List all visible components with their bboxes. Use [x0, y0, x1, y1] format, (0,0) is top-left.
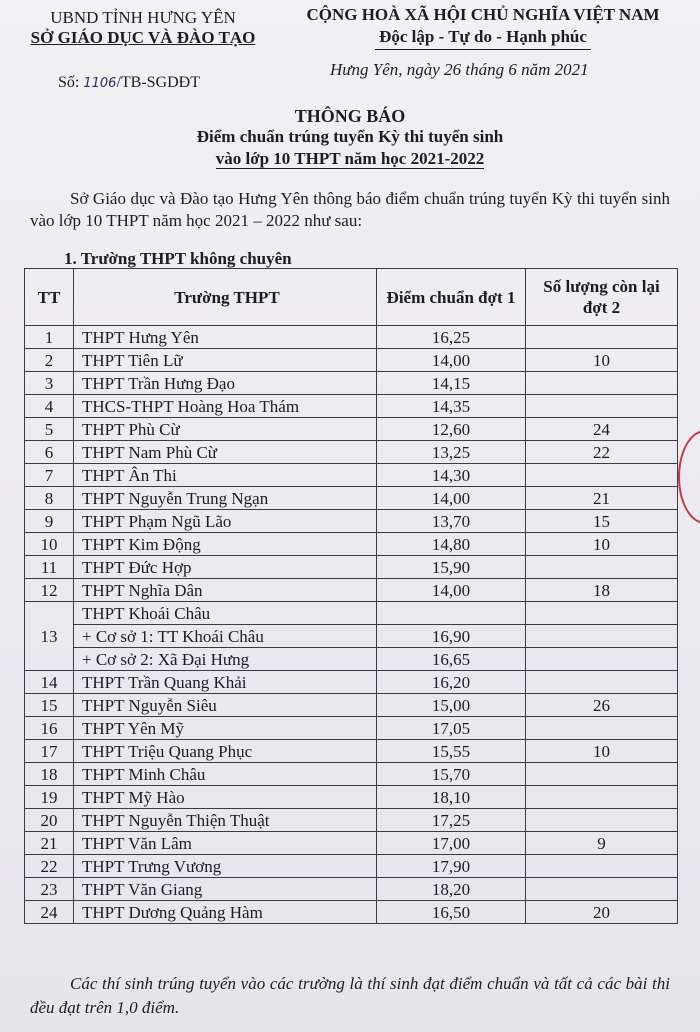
section-heading: 1. Trường THPT không chuyên — [64, 249, 292, 268]
cell-remaining: 26 — [526, 694, 678, 717]
cell-tt: 19 — [25, 786, 74, 809]
cell-remaining — [526, 372, 678, 395]
table-row — [25, 487, 678, 510]
table-row — [25, 349, 678, 372]
cell-school: + Cơ sở 1: TT Khoái Châu — [74, 625, 377, 648]
cell-school: THPT Phù Cừ — [74, 418, 377, 441]
table-row — [25, 809, 678, 832]
cell-score: 14,00 — [377, 579, 526, 602]
notice-subtitle-2 — [0, 149, 700, 169]
table-row — [25, 579, 678, 602]
cell-remaining — [526, 625, 678, 648]
cell-remaining — [526, 464, 678, 487]
table-row — [25, 556, 678, 579]
cell-remaining: 15 — [526, 510, 678, 533]
cell-school: THPT Mỹ Hào — [74, 786, 377, 809]
table-row — [25, 740, 678, 763]
doc-number-handwritten: 1106 — [83, 76, 117, 91]
cell-school: THPT Triệu Quang Phục — [74, 740, 377, 763]
cell-remaining: 21 — [526, 487, 678, 510]
table-row — [25, 441, 678, 464]
cell-tt: 13 — [25, 602, 74, 671]
header-remaining: Số lượng còn lại đợt 2 — [526, 269, 678, 326]
cell-school: THPT Văn Giang — [74, 878, 377, 901]
cell-score: 17,25 — [377, 809, 526, 832]
footer-note: Các thí sinh trúng tuyển vào các trường là thí sinh đạt điểm chuẩn và tất cả các bài thi đều đạt trên 1,0 điểm. — [30, 974, 670, 1017]
issue-date: Hưng Yên, ngày 26 tháng 6 năm 2021 — [330, 60, 589, 79]
table-row — [25, 625, 678, 648]
cell-remaining: 10 — [526, 349, 678, 372]
cell-remaining: 9 — [526, 832, 678, 855]
doc-number-prefix: Số: — [58, 74, 84, 91]
cell-tt: 10 — [25, 533, 74, 556]
cell-tt: 11 — [25, 556, 74, 579]
table-body-bottom — [25, 671, 678, 924]
cell-school: THPT Tiên Lữ — [74, 349, 377, 372]
cell-tt: 17 — [25, 740, 74, 763]
table-row — [25, 602, 678, 625]
cell-score: 14,30 — [377, 464, 526, 487]
cell-score: 13,70 — [377, 510, 526, 533]
cell-school: THPT Đức Hợp — [74, 556, 377, 579]
cell-tt: 1 — [25, 326, 74, 349]
cell-tt: 14 — [25, 671, 74, 694]
cell-score: 15,55 — [377, 740, 526, 763]
cell-remaining: 22 — [526, 441, 678, 464]
cell-remaining: 18 — [526, 579, 678, 602]
cell-school: THPT Yên Mỹ — [74, 717, 377, 740]
table-body-row13 — [25, 602, 678, 671]
cell-tt: 20 — [25, 809, 74, 832]
agency-line-2: SỞ GIÁO DỤC VÀ ĐÀO TẠO — [30, 28, 256, 47]
cell-school: THPT Nguyễn Siêu — [74, 694, 377, 717]
cell-remaining — [526, 556, 678, 579]
table-header-row — [25, 269, 678, 326]
cell-score: 16,90 — [377, 625, 526, 648]
table-row — [25, 786, 678, 809]
cell-school: THPT Nam Phù Cừ — [74, 441, 377, 464]
cell-school: THPT Phạm Ngũ Lão — [74, 510, 377, 533]
cell-school: THPT Văn Lâm — [74, 832, 377, 855]
cell-school: THPT Trần Quang Khải — [74, 671, 377, 694]
cell-remaining: 10 — [526, 533, 678, 556]
table-row — [25, 671, 678, 694]
cell-remaining: 20 — [526, 901, 678, 924]
cell-score: 16,65 — [377, 648, 526, 671]
cell-tt: 24 — [25, 901, 74, 924]
intro-paragraph: Sở Giáo dục và Đào tạo Hưng Yên thông báo điểm chuẩn trúng tuyển Kỳ thi tuyển sinh vào lớp 10 THPT năm học 2021 – 2022 như sau: — [30, 189, 670, 230]
table-row — [25, 832, 678, 855]
document-number — [58, 74, 200, 92]
cell-school: THPT Trưng Vương — [74, 855, 377, 878]
cell-remaining: 24 — [526, 418, 678, 441]
cell-score: 14,00 — [377, 349, 526, 372]
cell-score: 12,60 — [377, 418, 526, 441]
cell-school: THPT Nguyễn Trung Ngạn — [74, 487, 377, 510]
cell-score: 14,80 — [377, 533, 526, 556]
cell-tt: 12 — [25, 579, 74, 602]
cell-score — [377, 602, 526, 625]
cell-score: 15,90 — [377, 556, 526, 579]
cell-school: THPT Trần Hưng Đạo — [74, 372, 377, 395]
header-tt: TT — [25, 269, 74, 326]
table-row — [25, 901, 678, 924]
table-row — [25, 464, 678, 487]
cell-tt: 21 — [25, 832, 74, 855]
cell-score: 17,05 — [377, 717, 526, 740]
cell-score: 15,00 — [377, 694, 526, 717]
cell-school: THPT Minh Châu — [74, 763, 377, 786]
cell-tt: 3 — [25, 372, 74, 395]
table-row — [25, 533, 678, 556]
table-row — [25, 855, 678, 878]
cell-score: 16,25 — [377, 326, 526, 349]
table-row — [25, 878, 678, 901]
table-row — [25, 648, 678, 671]
cell-score: 13,25 — [377, 441, 526, 464]
cell-remaining — [526, 717, 678, 740]
country-name: CỘNG HOÀ XÃ HỘI CHỦ NGHĨA VIỆT NAM — [306, 5, 660, 24]
cell-remaining — [526, 326, 678, 349]
cell-score: 17,90 — [377, 855, 526, 878]
cell-school: THPT Dương Quảng Hàm — [74, 901, 377, 924]
cell-tt: 22 — [25, 855, 74, 878]
cell-school: THPT Nguyễn Thiện Thuật — [74, 809, 377, 832]
cell-tt: 2 — [25, 349, 74, 372]
national-header — [278, 4, 688, 50]
cell-school: THPT Khoái Châu — [74, 602, 377, 625]
agency-line-1: UBND TỈNH HƯNG YÊN — [50, 8, 236, 27]
table-row — [25, 717, 678, 740]
cell-school: THPT Ân Thi — [74, 464, 377, 487]
cell-remaining — [526, 648, 678, 671]
cell-tt: 9 — [25, 510, 74, 533]
cell-tt: 18 — [25, 763, 74, 786]
cell-score: 16,20 — [377, 671, 526, 694]
table-row — [25, 326, 678, 349]
cell-tt: 5 — [25, 418, 74, 441]
cell-school: THPT Hưng Yên — [74, 326, 377, 349]
cell-tt: 6 — [25, 441, 74, 464]
doc-number-suffix: /TB-SGDĐT — [116, 74, 200, 91]
table-row — [25, 372, 678, 395]
cell-score: 15,70 — [377, 763, 526, 786]
cell-score: 18,10 — [377, 786, 526, 809]
cell-score: 17,00 — [377, 832, 526, 855]
cell-tt: 15 — [25, 694, 74, 717]
table-body-top — [25, 326, 678, 602]
header-school: Trường THPT — [74, 269, 377, 326]
notice-subtitle-2-text: vào lớp 10 THPT năm học 2021-2022 — [215, 149, 485, 168]
table-row — [25, 395, 678, 418]
cell-score: 14,35 — [377, 395, 526, 418]
cell-tt: 23 — [25, 878, 74, 901]
cell-remaining — [526, 809, 678, 832]
cell-tt: 4 — [25, 395, 74, 418]
national-motto: Độc lập - Tự do - Hạnh phúc — [375, 26, 591, 50]
notice-subtitle-1: Điểm chuẩn trúng tuyển Kỳ thi tuyển sinh — [196, 127, 504, 146]
cell-remaining — [526, 671, 678, 694]
cell-score: 16,50 — [377, 901, 526, 924]
cell-remaining — [526, 602, 678, 625]
cell-score: 14,00 — [377, 487, 526, 510]
cell-school: THPT Kim Động — [74, 533, 377, 556]
table-row — [25, 763, 678, 786]
cell-tt: 16 — [25, 717, 74, 740]
cell-tt: 7 — [25, 464, 74, 487]
table-row — [25, 510, 678, 533]
cell-remaining — [526, 395, 678, 418]
header-score: Điểm chuẩn đợt 1 — [377, 269, 526, 326]
agency-header — [18, 8, 268, 48]
cell-remaining — [526, 878, 678, 901]
cell-school: + Cơ sở 2: Xã Đại Hưng — [74, 648, 377, 671]
cell-tt: 8 — [25, 487, 74, 510]
cell-school: THPT Nghĩa Dân — [74, 579, 377, 602]
table-row — [25, 418, 678, 441]
table-row — [25, 694, 678, 717]
cell-remaining — [526, 855, 678, 878]
cell-remaining — [526, 786, 678, 809]
cell-remaining: 10 — [526, 740, 678, 763]
cell-remaining — [526, 763, 678, 786]
notice-title: THÔNG BÁO — [294, 106, 406, 126]
cell-score: 14,15 — [377, 372, 526, 395]
score-table — [24, 268, 678, 924]
cell-score: 18,20 — [377, 878, 526, 901]
cell-school: THCS-THPT Hoàng Hoa Thám — [74, 395, 377, 418]
